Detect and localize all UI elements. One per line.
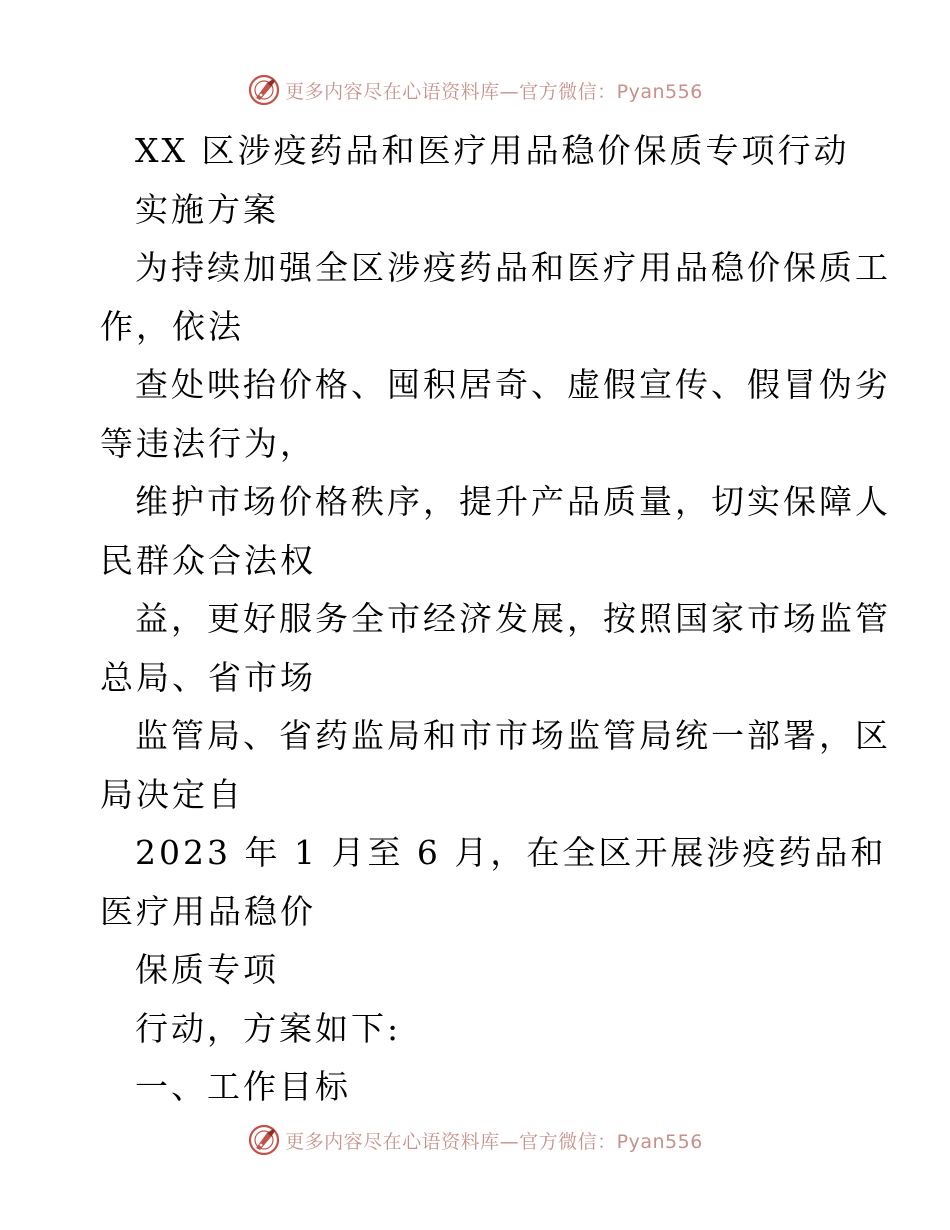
watermark-text: 更多内容尽在心语资料库—官方微信：Pyan556 xyxy=(285,1130,703,1153)
text-line: 一、工作目标 xyxy=(135,1067,351,1106)
text-line: 总局、省市场 xyxy=(100,657,316,697)
text-line: 等违法行为， xyxy=(100,423,316,463)
text-line: 实施方案 xyxy=(135,189,279,229)
text-line: 保质专项 xyxy=(135,950,279,989)
pen-nib-circle-icon xyxy=(247,73,281,107)
text-line: 监管局、省药监局和市市场监管局统一部署，区 xyxy=(135,716,891,755)
pen-nib-circle-icon xyxy=(247,1123,281,1157)
text-line: 为持续加强全区涉疫药品和医疗用品稳价保质工 xyxy=(135,248,891,287)
footer-watermark xyxy=(0,1120,950,1160)
text-line: 2023 年 1 月至 6 月，在全区开展涉疫药品和 xyxy=(135,833,887,872)
text-line: XX 区涉疫药品和医疗用品稳价保质专项行动 xyxy=(135,131,850,170)
text-line: 查处哄抬价格、囤积居奇、虚假宣传、假冒伪劣 xyxy=(135,365,891,404)
text-line: 医疗用品稳价 xyxy=(100,891,316,931)
document-body xyxy=(100,122,891,1117)
text-line: 局决定自 xyxy=(100,774,244,814)
text-line: 行动，方案如下: xyxy=(135,1008,402,1048)
watermark-text: 更多内容尽在心语资料库—官方微信：Pyan556 xyxy=(285,80,703,103)
header-watermark xyxy=(0,70,950,110)
text-line: 作，依法 xyxy=(100,306,244,346)
text-line: 维护市场价格秩序，提升产品质量，切实保障人 xyxy=(135,482,891,521)
text-line: 益，更好服务全市经济发展，按照国家市场监管 xyxy=(135,599,891,638)
text-line: 民群众合法权 xyxy=(100,540,316,580)
